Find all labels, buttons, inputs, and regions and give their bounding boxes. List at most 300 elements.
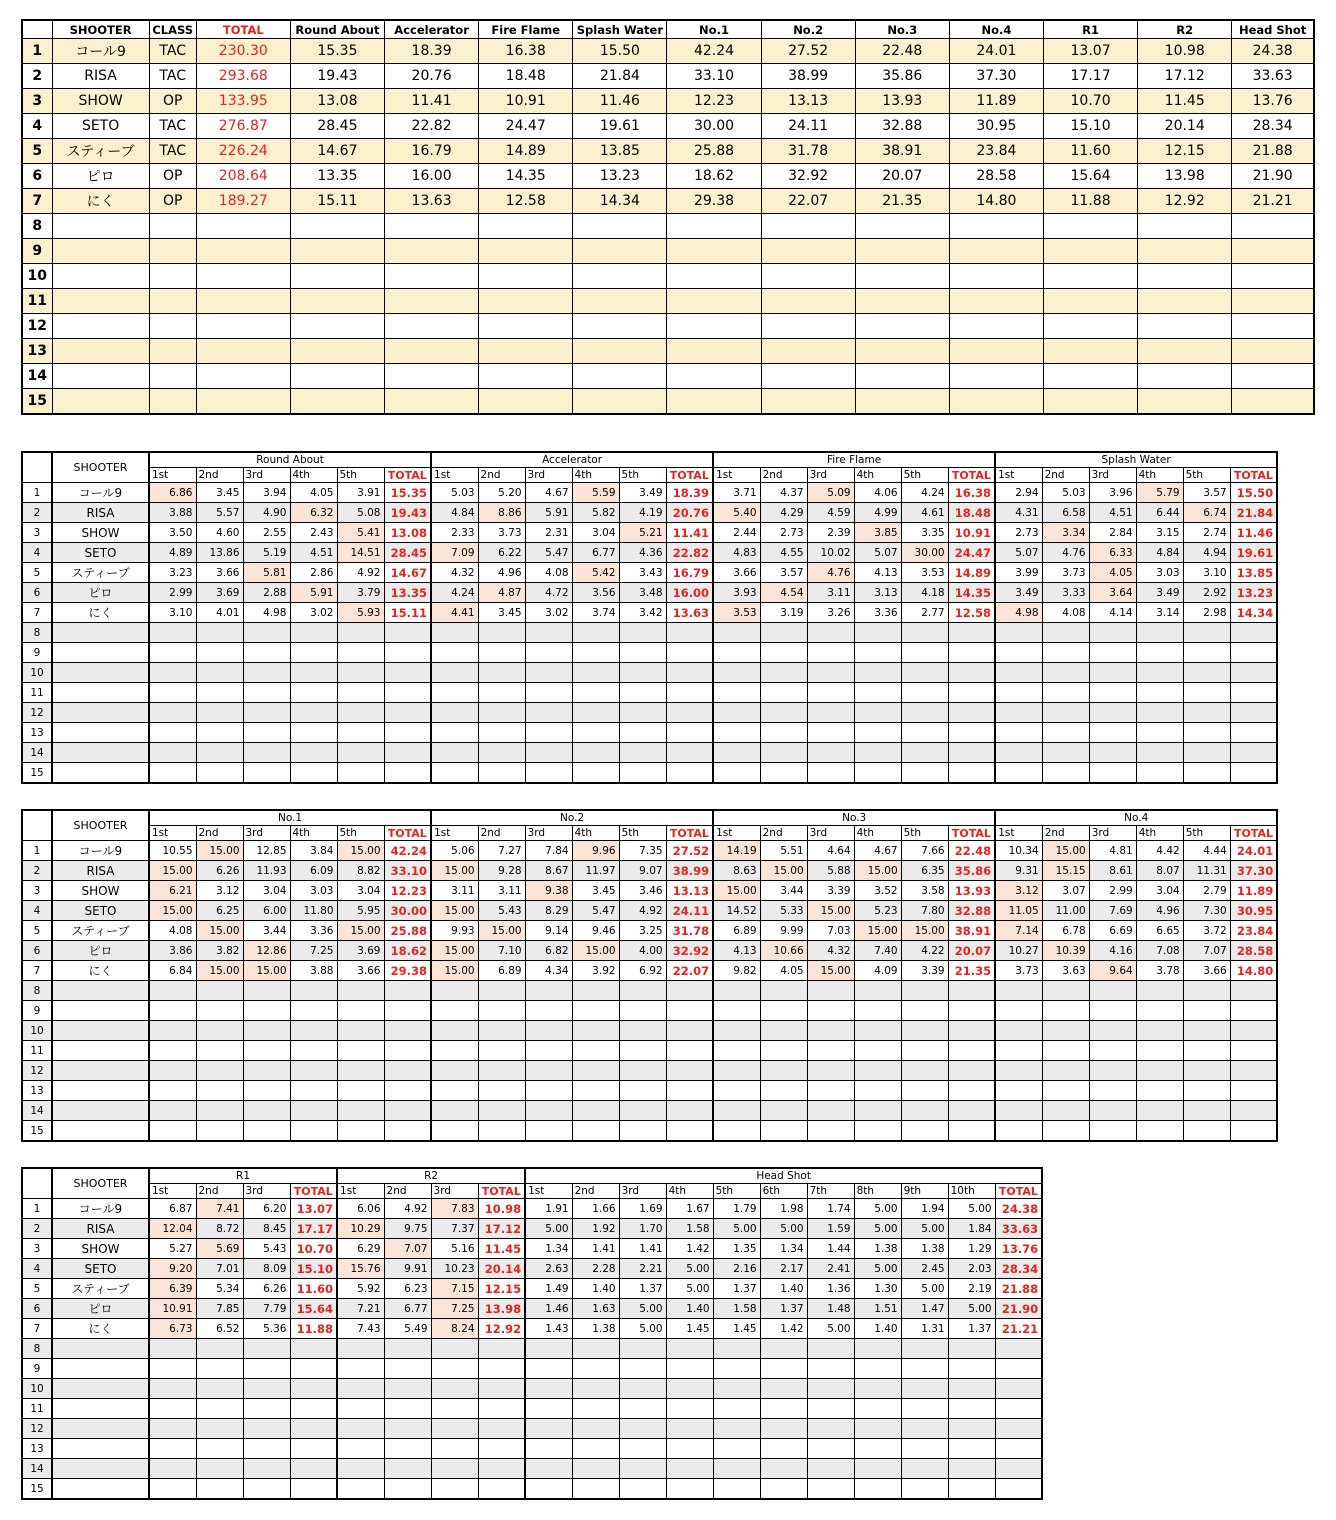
score-cell (1183, 1101, 1230, 1121)
score-cell: 4.13 (713, 941, 760, 961)
score-cell: 1.48 (807, 1299, 854, 1319)
score-cell (1136, 1001, 1183, 1021)
score-cell: 6.89 (478, 961, 525, 981)
score-cell (525, 1459, 572, 1479)
score-cell: 4.00 (619, 941, 666, 961)
score-cell (713, 1121, 760, 1142)
score-cell: 14.51 (337, 543, 384, 563)
score-cell (1042, 1021, 1089, 1041)
group-total-cell (948, 1081, 995, 1101)
score-cell: 2.86 (290, 563, 337, 583)
score-cell (149, 763, 196, 784)
summary-cell (290, 289, 384, 314)
summary-cell (949, 364, 1043, 389)
score-cell: 1.37 (619, 1279, 666, 1299)
score-cell (243, 981, 290, 1001)
score-cell: 5.92 (337, 1279, 384, 1299)
score-cell (196, 1121, 243, 1142)
sub-header: 1st (149, 826, 196, 841)
score-cell: 4.05 (290, 483, 337, 503)
score-cell: 5.33 (760, 901, 807, 921)
score-cell (525, 1439, 572, 1459)
summary-cell: TAC (149, 139, 196, 164)
score-cell: 2.39 (807, 523, 854, 543)
group-header: No.4 (995, 810, 1277, 826)
score-cell: 1.40 (666, 1299, 713, 1319)
score-cell: 2.17 (760, 1259, 807, 1279)
summary-cell (149, 239, 196, 264)
score-cell: 5.41 (337, 523, 384, 543)
group-total-cell (290, 1339, 337, 1359)
score-cell (619, 1041, 666, 1061)
summary-header-10: No.3 (855, 20, 949, 39)
score-cell (431, 1459, 478, 1479)
score-cell: 3.03 (1136, 563, 1183, 583)
summary-cell: 15.10 (1044, 114, 1138, 139)
score-cell (760, 1479, 807, 1500)
score-cell (713, 663, 760, 683)
group-total-cell (384, 763, 431, 784)
score-cell: 3.66 (713, 563, 760, 583)
score-cell: 4.76 (807, 563, 854, 583)
score-cell: 5.82 (572, 503, 619, 523)
detail-row (22, 1439, 1042, 1459)
summary-row (22, 64, 1314, 89)
score-cell (337, 743, 384, 763)
group-header: No.1 (149, 810, 431, 826)
score-cell: 3.82 (196, 941, 243, 961)
score-cell: 6.58 (1042, 503, 1089, 523)
score-cell (1183, 1121, 1230, 1142)
score-cell (713, 1379, 760, 1399)
detail-row (22, 1359, 1042, 1379)
score-cell: 5.51 (760, 841, 807, 861)
detail-row (22, 1239, 1042, 1259)
score-cell (572, 1101, 619, 1121)
score-cell: 4.99 (854, 503, 901, 523)
summary-cell (149, 264, 196, 289)
score-cell (760, 1061, 807, 1081)
score-cell (713, 1359, 760, 1379)
group-total-cell (1230, 1081, 1277, 1101)
summary-row (22, 89, 1314, 114)
group-total-cell: 21.21 (995, 1319, 1042, 1339)
score-cell (478, 1041, 525, 1061)
group-header-row (22, 810, 1277, 826)
row-number: 9 (22, 1359, 52, 1379)
score-cell: 7.27 (478, 841, 525, 861)
sub-header-row (22, 826, 1277, 841)
detail-row (22, 643, 1277, 663)
score-cell: 6.25 (196, 901, 243, 921)
score-cell: 2.19 (948, 1279, 995, 1299)
score-cell (478, 723, 525, 743)
score-cell: 15.00 (431, 901, 478, 921)
score-cell: 1.58 (666, 1219, 713, 1239)
score-cell (948, 1359, 995, 1379)
summary-cell (1232, 339, 1314, 364)
summary-cell (949, 314, 1043, 339)
score-cell (1136, 683, 1183, 703)
score-cell (149, 743, 196, 763)
row-number: 8 (22, 981, 52, 1001)
score-cell: 3.02 (290, 603, 337, 623)
score-cell: 4.89 (149, 543, 196, 563)
score-cell: 6.78 (1042, 921, 1089, 941)
sub-header: 9th (901, 1184, 948, 1199)
group-total-cell (666, 1081, 713, 1101)
row-number: 14 (22, 364, 52, 389)
summary-cell (855, 289, 949, 314)
score-cell (525, 723, 572, 743)
score-cell (666, 1419, 713, 1439)
group-total-cell: 38.91 (948, 921, 995, 941)
score-cell: 3.86 (149, 941, 196, 961)
score-cell (807, 623, 854, 643)
score-cell: 3.45 (478, 603, 525, 623)
row-number: 4 (22, 901, 52, 921)
score-cell: 15.00 (337, 841, 384, 861)
score-cell (854, 623, 901, 643)
group-total-cell: 13.63 (666, 603, 713, 623)
score-cell (196, 1021, 243, 1041)
sub-header: TOTAL (995, 1184, 1042, 1199)
score-cell (619, 683, 666, 703)
detail-row (22, 703, 1277, 723)
group-total-cell: 14.89 (948, 563, 995, 583)
score-cell (713, 1081, 760, 1101)
score-cell: 3.96 (1089, 483, 1136, 503)
summary-cell (667, 314, 761, 339)
score-cell (243, 1399, 290, 1419)
score-cell (854, 1061, 901, 1081)
score-cell (337, 763, 384, 784)
score-cell: 2.98 (1183, 603, 1230, 623)
score-cell (619, 1359, 666, 1379)
score-cell: 4.81 (1089, 841, 1136, 861)
score-cell (196, 723, 243, 743)
score-cell: 3.44 (760, 881, 807, 901)
score-cell (243, 1419, 290, 1439)
score-cell (525, 1041, 572, 1061)
score-cell: 3.69 (337, 941, 384, 961)
summary-cell (149, 289, 196, 314)
detail-row (22, 663, 1277, 683)
summary-cell: 14.34 (573, 189, 667, 214)
score-cell (901, 703, 948, 723)
summary-row (22, 289, 1314, 314)
score-cell (478, 683, 525, 703)
group-total-cell (948, 643, 995, 663)
shooter-name (52, 1419, 149, 1439)
score-cell (713, 1021, 760, 1041)
score-cell: 5.49 (384, 1319, 431, 1339)
sub-header: 5th (619, 826, 666, 841)
score-cell: 9.93 (431, 921, 478, 941)
score-cell (807, 743, 854, 763)
score-cell (572, 763, 619, 784)
summary-cell: 12.92 (1138, 189, 1232, 214)
shooter-name: にく (52, 603, 149, 623)
score-cell: 1.45 (713, 1319, 760, 1339)
score-cell (948, 1419, 995, 1439)
row-number: 11 (22, 1399, 52, 1419)
group-total-cell: 20.07 (948, 941, 995, 961)
group-total-cell: 24.38 (995, 1199, 1042, 1219)
score-cell (196, 1379, 243, 1399)
score-cell: 1.40 (760, 1279, 807, 1299)
score-cell: 15.00 (572, 941, 619, 961)
row-number: 13 (22, 1081, 52, 1101)
shooter-name: SETO (52, 114, 149, 139)
sub-header: TOTAL (666, 468, 713, 483)
summary-cell (855, 364, 949, 389)
score-cell: 3.92 (572, 961, 619, 981)
sub-header: 2nd (572, 1184, 619, 1199)
score-cell: 4.98 (243, 603, 290, 623)
score-cell: 2.28 (572, 1259, 619, 1279)
score-cell (149, 1339, 196, 1359)
sub-header: 2nd (196, 1184, 243, 1199)
score-cell: 15.76 (337, 1259, 384, 1279)
score-cell (854, 703, 901, 723)
shooter-name: SETO (52, 901, 149, 921)
detail-row (22, 841, 1277, 861)
score-cell: 3.71 (713, 483, 760, 503)
score-cell (760, 623, 807, 643)
group-total-cell: 12.92 (478, 1319, 525, 1339)
score-cell (713, 683, 760, 703)
score-cell: 6.77 (572, 543, 619, 563)
score-cell (995, 743, 1042, 763)
score-cell: 10.66 (760, 941, 807, 961)
summary-cell (1044, 339, 1138, 364)
summary-cell: 42.24 (667, 39, 761, 64)
score-cell (431, 1339, 478, 1359)
summary-row (22, 314, 1314, 339)
detail-table-3 (21, 1167, 1043, 1500)
shooter-name: SHOW (52, 523, 149, 543)
group-total-cell: 13.76 (995, 1239, 1042, 1259)
sub-header: TOTAL (1230, 468, 1277, 483)
score-cell (572, 1041, 619, 1061)
shooter-name: ピロ (52, 164, 149, 189)
score-cell: 8.29 (525, 901, 572, 921)
score-cell: 10.23 (431, 1259, 478, 1279)
row-number: 8 (22, 1339, 52, 1359)
score-cell (995, 703, 1042, 723)
group-total-cell (666, 1121, 713, 1142)
row-number: 2 (22, 503, 52, 523)
summary-cell (573, 289, 667, 314)
score-cell: 6.26 (243, 1279, 290, 1299)
score-cell (619, 1001, 666, 1021)
score-cell: 11.05 (995, 901, 1042, 921)
score-cell: 5.00 (619, 1319, 666, 1339)
group-total-cell: 16.00 (666, 583, 713, 603)
summary-cell: 15.35 (290, 39, 384, 64)
summary-cell: 29.38 (667, 189, 761, 214)
score-cell: 4.96 (1136, 901, 1183, 921)
summary-cell (1138, 339, 1232, 364)
group-total-cell (948, 1101, 995, 1121)
score-cell: 5.03 (1042, 483, 1089, 503)
score-cell (243, 1121, 290, 1142)
score-cell (995, 1041, 1042, 1061)
score-cell (1183, 981, 1230, 1001)
score-cell (854, 743, 901, 763)
score-cell (478, 1021, 525, 1041)
shooter-name (52, 1081, 149, 1101)
detail-row (22, 1279, 1042, 1299)
score-cell (149, 1021, 196, 1041)
score-cell (196, 643, 243, 663)
summary-cell: 17.12 (1138, 64, 1232, 89)
summary-cell: 21.88 (1232, 139, 1314, 164)
score-cell: 1.84 (948, 1219, 995, 1239)
score-cell (760, 1459, 807, 1479)
summary-cell (290, 264, 384, 289)
score-cell: 2.99 (149, 583, 196, 603)
detail-row (22, 1121, 1277, 1142)
score-cell (149, 643, 196, 663)
score-cell (1183, 763, 1230, 784)
summary-cell: 11.41 (385, 89, 479, 114)
group-header: Head Shot (525, 1168, 1042, 1184)
summary-cell: 24.11 (761, 114, 855, 139)
score-cell (1089, 1101, 1136, 1121)
summary-cell (1232, 264, 1314, 289)
score-cell: 9.99 (760, 921, 807, 941)
group-total-cell (478, 1479, 525, 1500)
score-cell: 2.41 (807, 1259, 854, 1279)
score-cell (337, 1061, 384, 1081)
score-cell (243, 1339, 290, 1359)
score-cell (572, 1419, 619, 1439)
group-total-cell (478, 1439, 525, 1459)
shooter-name: スティーブ (52, 1279, 149, 1299)
summary-cell: 208.64 (196, 164, 290, 189)
shooter-name (52, 663, 149, 683)
index-header (22, 1168, 52, 1199)
group-total-cell (290, 1359, 337, 1379)
group-total-cell: 24.47 (948, 543, 995, 563)
score-cell: 8.07 (1136, 861, 1183, 881)
row-number: 1 (22, 841, 52, 861)
group-total-cell (1230, 981, 1277, 1001)
summary-cell: 14.80 (949, 189, 1043, 214)
score-cell: 4.05 (1089, 563, 1136, 583)
score-cell (572, 743, 619, 763)
score-cell: 3.88 (290, 961, 337, 981)
row-number: 10 (22, 264, 52, 289)
score-cell: 4.42 (1136, 841, 1183, 861)
summary-cell (667, 389, 761, 415)
score-cell (290, 643, 337, 663)
group-total-cell: 12.58 (948, 603, 995, 623)
score-cell: 3.57 (1183, 483, 1230, 503)
group-header-row (22, 1168, 1042, 1184)
score-cell: 7.03 (807, 921, 854, 941)
score-cell (1089, 743, 1136, 763)
sub-header: 2nd (1042, 826, 1089, 841)
group-total-cell (995, 1479, 1042, 1500)
score-cell (1089, 683, 1136, 703)
score-cell (243, 743, 290, 763)
score-cell: 1.74 (807, 1199, 854, 1219)
score-cell (243, 1359, 290, 1379)
summary-cell: 189.27 (196, 189, 290, 214)
shooter-name (52, 1101, 149, 1121)
score-cell: 5.59 (572, 483, 619, 503)
score-cell: 1.79 (713, 1199, 760, 1219)
score-cell: 12.85 (243, 841, 290, 861)
score-cell (948, 1439, 995, 1459)
summary-cell: 16.00 (385, 164, 479, 189)
score-cell: 5.00 (525, 1219, 572, 1239)
group-total-cell (948, 723, 995, 743)
score-cell (196, 1081, 243, 1101)
group-total-cell (478, 1419, 525, 1439)
score-cell (713, 981, 760, 1001)
score-cell (619, 1399, 666, 1419)
score-cell (901, 1379, 948, 1399)
group-total-cell: 27.52 (666, 841, 713, 861)
score-cell: 5.42 (572, 563, 619, 583)
score-cell: 3.66 (196, 563, 243, 583)
score-cell: 5.23 (854, 901, 901, 921)
score-cell: 4.90 (243, 503, 290, 523)
score-cell (431, 703, 478, 723)
score-cell (525, 1021, 572, 1041)
score-cell: 4.09 (854, 961, 901, 981)
summary-cell (479, 239, 573, 264)
score-cell: 3.72 (1183, 921, 1230, 941)
score-cell: 4.83 (713, 543, 760, 563)
score-cell (854, 1021, 901, 1041)
summary-header-11: No.4 (949, 20, 1043, 39)
row-number: 6 (22, 1299, 52, 1319)
row-number: 14 (22, 1101, 52, 1121)
score-cell (666, 1339, 713, 1359)
summary-cell (385, 239, 479, 264)
score-cell: 3.10 (1183, 563, 1230, 583)
score-cell (995, 643, 1042, 663)
score-cell: 4.13 (854, 563, 901, 583)
summary-cell (1138, 214, 1232, 239)
score-cell (619, 743, 666, 763)
score-cell (431, 683, 478, 703)
score-cell: 15.00 (149, 861, 196, 881)
score-cell (1136, 1041, 1183, 1061)
row-number: 5 (22, 1279, 52, 1299)
summary-cell: 15.64 (1044, 164, 1138, 189)
summary-cell (855, 389, 949, 415)
score-cell: 7.66 (901, 841, 948, 861)
score-cell: 9.20 (149, 1259, 196, 1279)
score-cell: 2.88 (243, 583, 290, 603)
row-number: 5 (22, 921, 52, 941)
score-cell: 7.25 (431, 1299, 478, 1319)
summary-cell: 24.38 (1232, 39, 1314, 64)
score-cell (807, 1479, 854, 1500)
sub-header: 4th (572, 468, 619, 483)
summary-cell (385, 339, 479, 364)
score-cell: 3.04 (337, 881, 384, 901)
group-total-cell: 21.88 (995, 1279, 1042, 1299)
score-cell (149, 1359, 196, 1379)
score-cell: 8.45 (243, 1219, 290, 1239)
